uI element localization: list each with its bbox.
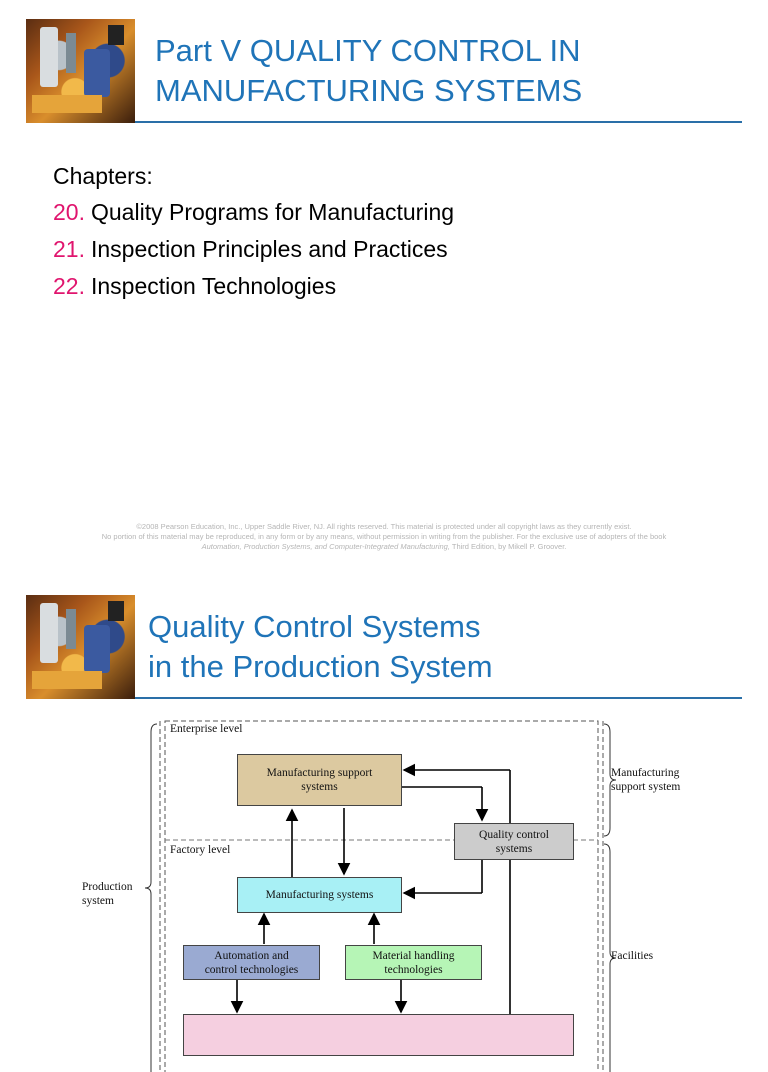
side-label-line: system bbox=[82, 895, 114, 907]
title-line-1: Quality Control Systems bbox=[148, 609, 481, 644]
box-line: Automation and bbox=[214, 949, 289, 962]
factory-level-label: Factory level bbox=[170, 844, 231, 856]
footer-line-3 bbox=[0, 542, 768, 552]
quality-control-systems-box bbox=[454, 823, 574, 860]
box-line: Manufacturing support bbox=[266, 767, 373, 779]
box-line: Material handling bbox=[372, 949, 455, 962]
footer-line-1: ©2008 Pearson Education, Inc., Upper Saddle River, NJ. All rights reserved. This material is protected under all copyright laws as they currently exist. bbox=[136, 522, 632, 531]
bottom-box bbox=[183, 1014, 574, 1056]
enterprise-level-label: Enterprise level bbox=[170, 723, 243, 735]
chapter-number: 22. bbox=[53, 273, 85, 299]
side-label-line: Manufacturing bbox=[611, 767, 680, 779]
side-label-line: Production bbox=[82, 881, 133, 893]
title-line-2: in the Production System bbox=[148, 649, 493, 684]
footer-book-title: Automation, Production Systems, and Computer-Integrated Manufacturing, bbox=[201, 542, 450, 551]
chapter-number: 20. bbox=[53, 199, 85, 225]
title-line-2: MANUFACTURING SYSTEMS bbox=[155, 73, 583, 108]
diagram-connectors bbox=[0, 560, 768, 1072]
material-handling-technologies-box bbox=[345, 945, 482, 980]
copyright-footer bbox=[0, 522, 768, 552]
chapter-list bbox=[53, 158, 454, 305]
production-system-diagram bbox=[0, 560, 768, 1072]
automation-control-technologies-box bbox=[183, 945, 320, 980]
chapter-item bbox=[53, 268, 454, 305]
chapters-heading: Chapters: bbox=[53, 163, 153, 189]
chapter-title: Quality Programs for Manufacturing bbox=[91, 199, 455, 225]
footer-line-2: No portion of this material may be reproduced, in any form or by any means, without permission in writing from the publisher. For the exclusive use of adopters of the book bbox=[101, 532, 667, 541]
chapter-item bbox=[53, 194, 454, 231]
box-line: Manufacturing systems bbox=[265, 889, 374, 901]
circuit-board-image bbox=[26, 19, 135, 123]
box-line: technologies bbox=[384, 963, 443, 976]
side-label-line: support system bbox=[611, 781, 681, 793]
box-line: systems bbox=[301, 781, 338, 793]
side-label-facilities: Facilities bbox=[611, 950, 654, 962]
chapter-item bbox=[53, 231, 454, 268]
side-label-mfg-support bbox=[611, 766, 680, 794]
brace-production bbox=[145, 724, 157, 1072]
manufacturing-support-systems-box bbox=[237, 754, 402, 806]
chapter-title: Inspection Principles and Practices bbox=[91, 236, 448, 262]
chapter-number: 21. bbox=[53, 236, 85, 262]
box-line: Quality control bbox=[479, 828, 549, 841]
chapter-title: Inspection Technologies bbox=[91, 273, 337, 299]
side-label-production-system bbox=[82, 880, 132, 908]
footer-edition: Third Edition, by Mikell P. Groover. bbox=[449, 542, 567, 551]
title-line-1: Part V QUALITY CONTROL IN bbox=[155, 33, 581, 68]
box-line: control technologies bbox=[204, 963, 299, 976]
slide-title bbox=[155, 31, 582, 111]
manufacturing-systems-box bbox=[237, 877, 402, 913]
slide-quality-control-systems bbox=[0, 560, 768, 1072]
box-line: systems bbox=[495, 842, 533, 855]
title-rule bbox=[135, 121, 742, 123]
